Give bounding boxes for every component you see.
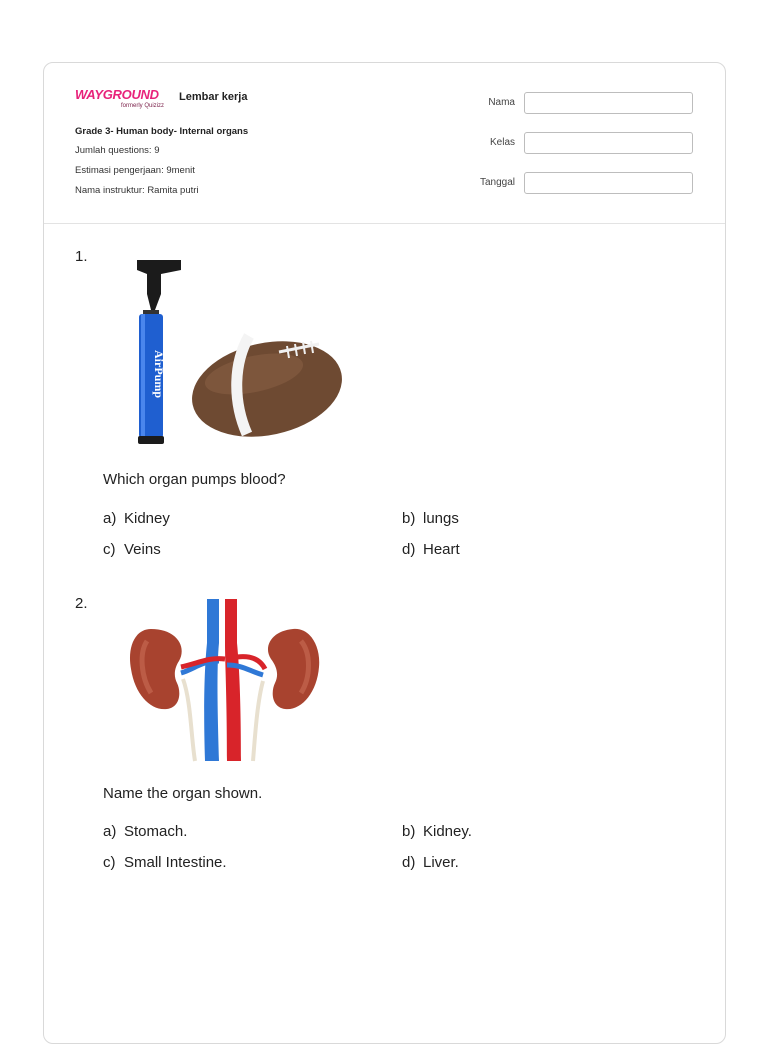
option-text: Heart — [423, 541, 460, 558]
option-letter: c) — [103, 541, 116, 558]
class-field[interactable] — [524, 132, 693, 154]
question-1-number: 1. — [75, 248, 88, 265]
pump-and-football-image — [129, 252, 345, 456]
instructor-name: Nama instruktur: Ramita putri — [75, 185, 199, 196]
question-2-number: 2. — [75, 595, 88, 612]
option-text: Veins — [124, 541, 161, 558]
question-2-text: Name the organ shown. — [103, 785, 263, 802]
question-count: Jumlah questions: 9 — [75, 145, 160, 156]
worksheet-header — [44, 63, 725, 224]
worksheet-page — [43, 62, 726, 1044]
wayground-logo — [75, 87, 185, 115]
option-text: lungs — [423, 510, 459, 527]
option-letter: b) — [402, 823, 416, 840]
option-letter: a) — [103, 823, 117, 840]
football-icon — [183, 328, 345, 450]
question-2-option-a — [103, 823, 187, 840]
option-text: Liver. — [423, 854, 459, 871]
option-letter: c) — [103, 854, 116, 871]
date-field[interactable] — [524, 172, 693, 194]
class-label: Kelas — [489, 137, 515, 148]
question-2-option-b — [402, 823, 472, 840]
option-letter: a) — [103, 510, 117, 527]
question-1-option-a — [103, 510, 170, 527]
pump-label: AirPump — [152, 350, 166, 398]
estimated-time: Estimasi pengerjaan: 9menit — [75, 165, 195, 176]
logo-subtitle: formerly Quizizz — [121, 103, 165, 109]
air-pump-icon — [137, 260, 181, 444]
option-letter: d) — [402, 854, 416, 871]
date-label: Tanggal — [479, 177, 515, 188]
option-text: Kidney — [124, 510, 170, 527]
option-letter: b) — [402, 510, 416, 527]
question-2-option-c — [103, 854, 227, 871]
question-1-option-b — [402, 510, 459, 527]
question-1-option-d — [402, 541, 460, 558]
name-label: Nama — [488, 97, 515, 108]
option-text: Stomach. — [124, 823, 188, 840]
question-1-option-c — [103, 541, 161, 558]
worksheet-title: Grade 3- Human body- Internal organs — [75, 126, 249, 137]
question-2-option-d — [402, 854, 459, 871]
option-text: Small Intestine. — [124, 854, 227, 871]
option-letter: d) — [402, 541, 416, 558]
question-1-text: Which organ pumps blood? — [103, 471, 286, 488]
kidneys-icon — [130, 599, 319, 761]
worksheet-label: Lembar kerja — [179, 91, 248, 103]
logo-wordmark: WAYGROUND — [75, 87, 159, 102]
name-field[interactable] — [524, 92, 693, 114]
kidney-image — [129, 597, 345, 769]
option-text: Kidney. — [423, 823, 472, 840]
